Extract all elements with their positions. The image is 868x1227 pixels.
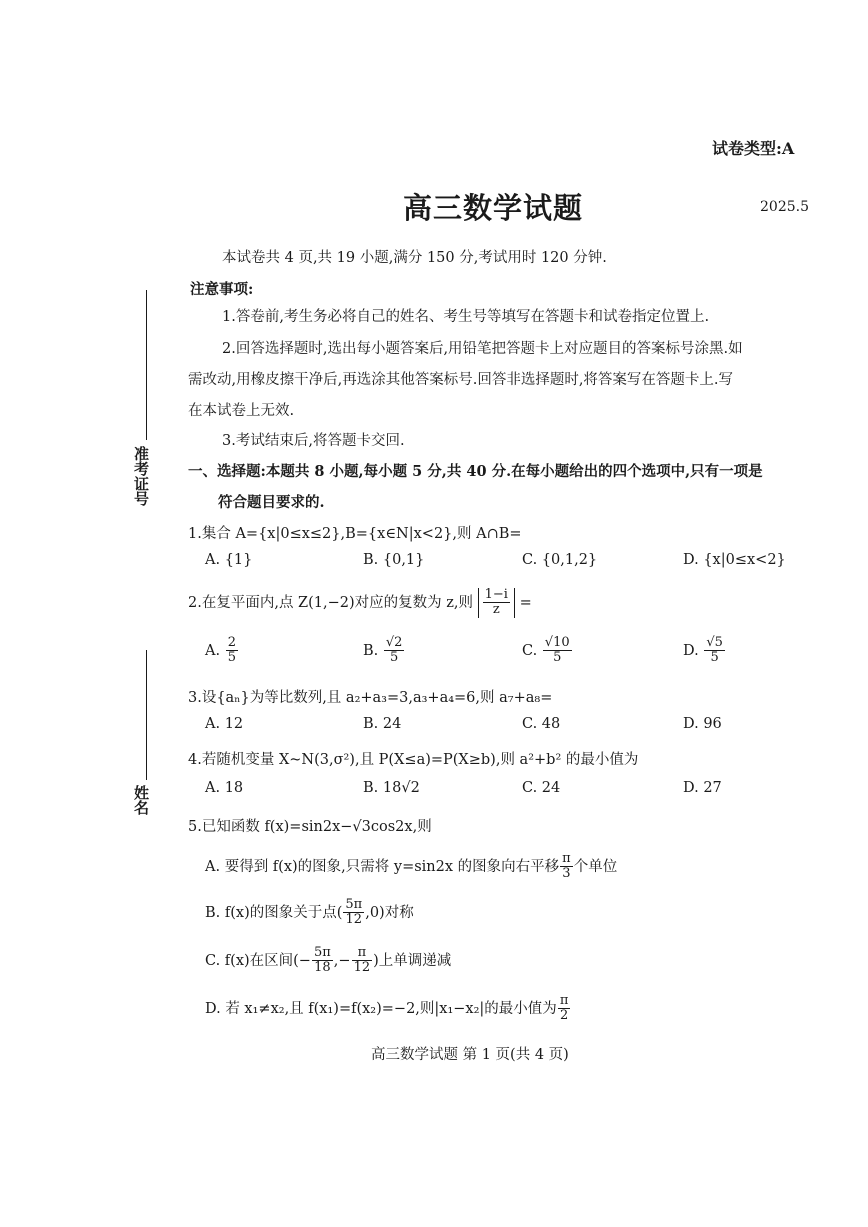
question-5-option-d-text: D. 若 x₁≠x₂,且 f(x₁)=f(x₂)=−2,则|x₁−x₂|的最小值为 bbox=[205, 1000, 557, 1017]
fraction-numerator: π bbox=[562, 851, 571, 866]
exam-number-fill-line bbox=[146, 290, 147, 440]
question-5-option-b-suffix: ,0)对称 bbox=[365, 904, 414, 921]
question-2-equals: = bbox=[519, 594, 532, 611]
exam-date: 2025.5 bbox=[760, 199, 809, 215]
fraction-denominator: 18 bbox=[314, 960, 331, 976]
question-2-option-b-label: B. bbox=[363, 642, 379, 659]
question-5-option-c-fraction-1 bbox=[312, 946, 333, 976]
fraction-denominator: 5 bbox=[710, 650, 719, 666]
notice-heading: 注意事项: bbox=[190, 281, 254, 298]
fraction-numerator: 5π bbox=[345, 897, 363, 912]
fraction-numerator: π bbox=[559, 993, 569, 1008]
question-2-abs-value bbox=[478, 588, 515, 618]
question-4-stem: 4.若随机变量 X~N(3,σ²),且 P(X≤a)=P(X≥b),则 a²+b² 的最小值为 bbox=[188, 752, 639, 768]
question-3-option-b: B. 24 bbox=[363, 716, 402, 732]
question-2-option-a bbox=[205, 636, 239, 666]
question-5-option-c-fraction-2 bbox=[352, 946, 373, 976]
fraction-numerator: 5π bbox=[313, 945, 331, 960]
fraction-denominator: 5 bbox=[390, 650, 399, 666]
question-5-option-a-text: A. 要得到 f(x)的图象,只需将 y=sin2x 的图象向右平移 bbox=[205, 858, 560, 875]
question-2-option-c-fraction bbox=[543, 636, 572, 666]
question-5-option-b bbox=[205, 898, 414, 928]
question-2-stem bbox=[188, 588, 532, 618]
question-2-option-c-label: C. bbox=[522, 642, 538, 659]
fraction-numerator: √2 bbox=[385, 635, 403, 650]
question-5-option-b-fraction bbox=[343, 898, 364, 928]
question-5-option-c bbox=[205, 946, 451, 976]
question-5-option-c-suffix: )上单调递减 bbox=[373, 952, 452, 969]
fraction-numerator: √10 bbox=[544, 635, 570, 650]
question-2-option-a-fraction bbox=[226, 636, 238, 666]
name-fill-line bbox=[146, 650, 147, 780]
question-5-option-a-fraction bbox=[560, 852, 573, 882]
notice-item-2-line-2: 需改动,用橡皮擦干净后,再选涂其他答案标号.回答非选择题时,将答案写在答题卡上.写 bbox=[188, 372, 734, 388]
question-2-option-d-label: D. bbox=[683, 642, 699, 659]
question-2-fraction-denominator: z bbox=[492, 602, 500, 618]
question-4-option-d: D. 27 bbox=[683, 780, 722, 796]
question-2-option-a-label: A. bbox=[205, 642, 221, 659]
fraction-denominator: 5 bbox=[553, 650, 562, 666]
question-5-option-c-separator: ,− bbox=[333, 952, 351, 969]
question-2-option-b-fraction bbox=[384, 636, 405, 666]
question-5-option-b-text: B. f(x)的图象关于点( bbox=[205, 904, 343, 921]
question-2-option-b bbox=[363, 636, 405, 666]
page-footer: 高三数学试题 第 1 页(共 4 页) bbox=[371, 1047, 569, 1063]
fraction-denominator: 12 bbox=[353, 960, 371, 976]
notice-item-2-line-3: 在本试卷上无效. bbox=[188, 403, 295, 419]
question-2-fraction bbox=[483, 588, 510, 618]
fraction-denominator: 5 bbox=[227, 650, 236, 666]
fraction-numerator: √5 bbox=[706, 635, 723, 650]
exam-number-label: 准考证号 bbox=[132, 446, 150, 506]
question-5-option-a-suffix: 个单位 bbox=[573, 858, 618, 875]
question-5-option-c-text: C. f(x)在区间(− bbox=[205, 952, 311, 969]
name-label: 姓名 bbox=[132, 785, 150, 815]
question-3-stem: 3.设{aₙ}为等比数列,且 a₂+a₃=3,a₃+a₄=6,则 a₇+a₈= bbox=[188, 690, 553, 706]
question-5-option-d bbox=[205, 994, 571, 1024]
page-title: 高三数学试题 bbox=[403, 191, 584, 225]
question-2-option-d-fraction bbox=[704, 636, 725, 666]
fraction-numerator: π bbox=[352, 946, 373, 961]
fraction-denominator: 2 bbox=[559, 1008, 569, 1024]
notice-item-2-line-1: 2.回答选择题时,选出每小题答案后,用铅笔把答题卡上对应题目的答案标号涂黑.如 bbox=[222, 341, 743, 357]
paper-type-label: 试卷类型:A bbox=[712, 139, 795, 158]
question-4-option-b: B. 18√2 bbox=[363, 780, 420, 796]
question-2-option-c bbox=[522, 636, 573, 666]
question-3-option-a: A. 12 bbox=[205, 716, 244, 732]
question-1-option-d: D. {x|0≤x<2} bbox=[683, 552, 786, 568]
notice-item-1: 1.答卷前,考生务必将自己的姓名、考生号等填写在答题卡和试卷指定位置上. bbox=[222, 309, 710, 325]
question-5-stem: 5.已知函数 f(x)=sin2x−√3cos2x,则 bbox=[188, 819, 432, 835]
question-1-option-c: C. {0,1,2} bbox=[522, 552, 598, 568]
fraction-numerator: 2 bbox=[227, 635, 236, 650]
question-2-stem-text: 2.在复平面内,点 Z(1,−2)对应的复数为 z,则 bbox=[188, 594, 474, 611]
question-1-option-b: B. {0,1} bbox=[363, 552, 425, 568]
question-4-option-c: C. 24 bbox=[522, 780, 561, 796]
question-2-fraction-numerator: 1−i bbox=[484, 587, 508, 602]
question-1-option-a: A. {1} bbox=[205, 552, 253, 568]
question-3-option-d: D. 96 bbox=[683, 716, 722, 732]
notice-item-3: 3.考试结束后,将答题卡交回. bbox=[222, 433, 405, 449]
section-heading-line-2: 符合题目要求的. bbox=[218, 494, 325, 511]
question-1-stem: 1.集合 A={x|0≤x≤2},B={x∈N|x<2},则 A∩B= bbox=[188, 526, 522, 542]
fraction-denominator: 3 bbox=[562, 866, 571, 882]
fraction-denominator: 12 bbox=[345, 912, 363, 928]
question-4-option-a: A. 18 bbox=[205, 780, 244, 796]
question-5-option-a bbox=[205, 852, 617, 882]
section-heading: 一、选择题:本题共 8 小题,每小题 5 分,共 40 分.在每小题给出的四个选项中,只有一项是 bbox=[188, 463, 763, 480]
question-3-option-c: C. 48 bbox=[522, 716, 561, 732]
question-5-option-d-fraction bbox=[558, 994, 571, 1024]
question-2-option-d bbox=[683, 636, 726, 666]
exam-intro: 本试卷共 4 页,共 19 小题,满分 150 分,考试用时 120 分钟. bbox=[222, 250, 607, 266]
